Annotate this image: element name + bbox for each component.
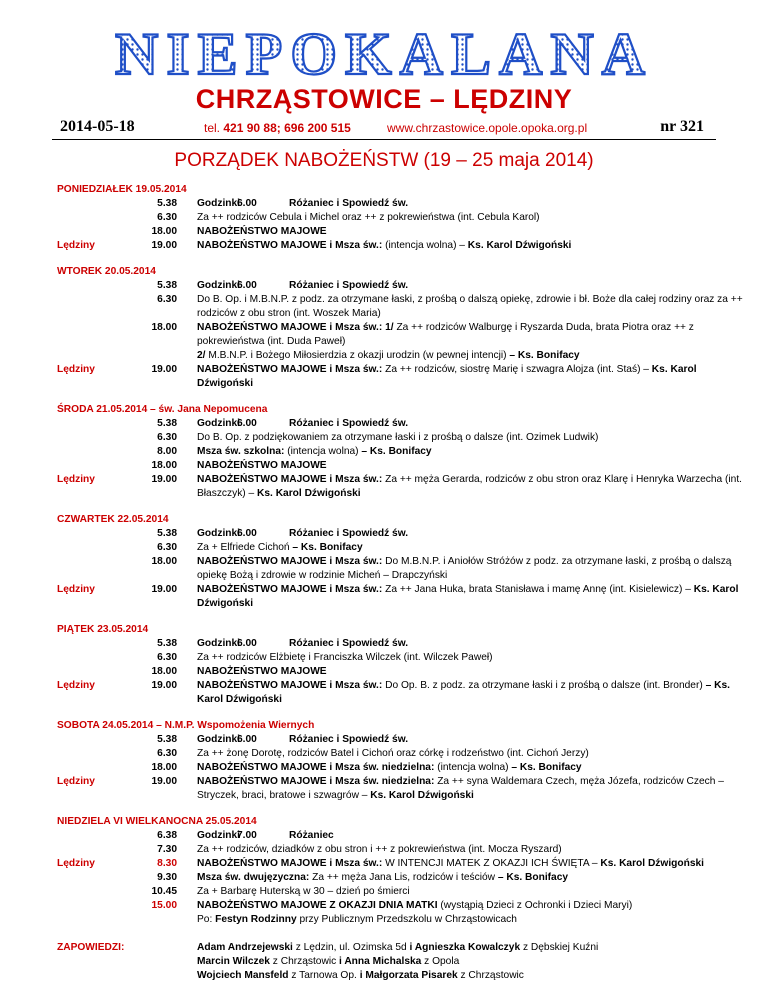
text-segment: Do M.B.N.P. i Aniołów Stróżów z podz. za otrzymane łaski, z prośbą o dalszą opiekę Bożą i zdrowie w rodzinie Micheń – Drapczyński bbox=[197, 556, 732, 581]
text-segment: Za ++ męża Jana Lis, rodziców i teściów bbox=[309, 872, 498, 883]
schedule-row bbox=[57, 775, 747, 803]
text-segment: Marcin Wilczek bbox=[197, 956, 270, 967]
row-description bbox=[197, 747, 747, 761]
row-time: 19.00 bbox=[151, 240, 177, 251]
row-time: 19.00 bbox=[151, 776, 177, 787]
row-description bbox=[197, 885, 747, 899]
row-location bbox=[57, 761, 117, 775]
text-segment: NABOŻEŃSTWO MAJOWE i Msza św.: 1/ bbox=[197, 322, 394, 333]
row-location bbox=[57, 431, 117, 445]
row-description bbox=[197, 761, 747, 775]
text-segment: z Tarnowa Op. bbox=[288, 970, 360, 981]
schedule bbox=[57, 183, 747, 983]
text-segment: Do B. Op. i M.B.N.P. z podz. za otrzymane łaski, z prośbą o dalszą opiekę, zdrowie i bł. Boże dla całej rodziny oraz za ++ rodziców z obu stron (int. Woszek Maria) bbox=[197, 294, 743, 319]
text-segment: Za + Elfriede Cichoń bbox=[197, 542, 293, 553]
website-link[interactable]: www.chrzastowice.opole.opoka.org.pl bbox=[387, 121, 588, 135]
row-time: 5.38 bbox=[157, 734, 177, 745]
text-segment: i Anna Michalska bbox=[339, 956, 422, 967]
text-segment: Za ++ rodziców, siostrę Marię i szwagra Alojza (int. Staś) – bbox=[382, 364, 652, 375]
row-time: 18.00 bbox=[151, 762, 177, 773]
row-location bbox=[57, 527, 117, 541]
schedule-row bbox=[57, 349, 747, 363]
text-segment: Ks. Karol Dźwigoński bbox=[467, 240, 572, 251]
text-segment: z Opola bbox=[421, 956, 460, 967]
row-description bbox=[197, 679, 747, 707]
row-location: Lędziny bbox=[57, 364, 95, 375]
row-time: 19.00 bbox=[151, 584, 177, 595]
text-segment: i Agnieszka Kowalczyk bbox=[409, 942, 521, 953]
row-description bbox=[197, 363, 747, 391]
text-segment: Za ++ rodziców Walburgę i Ryszarda Duda, brata Piotra oraz ++ z pokrewieństwa (int. Duda Paweł) bbox=[197, 322, 694, 347]
text-segment: 6.00 bbox=[237, 418, 257, 429]
text-segment: Godzinki bbox=[197, 418, 241, 429]
row-location bbox=[57, 843, 117, 857]
schedule-row bbox=[57, 857, 747, 871]
schedule-row bbox=[57, 211, 747, 225]
schedule-row bbox=[57, 541, 747, 555]
row-location bbox=[57, 733, 117, 747]
row-location: Lędziny bbox=[57, 240, 95, 251]
row-time: 18.00 bbox=[151, 322, 177, 333]
text-segment: 6.00 bbox=[237, 198, 257, 209]
text-segment: 6.00 bbox=[237, 280, 257, 291]
text-segment: Godzinki bbox=[197, 830, 241, 841]
text-segment: Za ++ żonę Dorotę, rodziców Batel i Cichoń oraz córkę i rodzeństwo (int. Cichoń Jerzy) bbox=[197, 748, 589, 759]
row-location: Lędziny bbox=[57, 776, 95, 787]
text-segment: Ks. Karol Dźwigoński bbox=[197, 364, 697, 389]
row-time: 19.00 bbox=[151, 680, 177, 691]
row-time: 6.30 bbox=[157, 652, 177, 663]
row-location bbox=[57, 445, 117, 459]
text-segment: Godzinki bbox=[197, 638, 241, 649]
schedule-row bbox=[57, 555, 747, 583]
text-segment: Ks. Karol Dźwigoński bbox=[370, 790, 474, 801]
text-segment: M.B.N.P. i Bożego Miłosierdzia z okazji urodzin (w pewnej intencji) bbox=[205, 350, 510, 361]
text-segment: 6.00 bbox=[237, 638, 257, 649]
text-segment: NABOŻEŃSTWO MAJOWE i Msza św.: bbox=[197, 364, 383, 375]
schedule-row bbox=[57, 445, 747, 459]
row-location bbox=[57, 541, 117, 555]
row-description bbox=[197, 293, 747, 321]
row-location bbox=[57, 913, 117, 927]
day-title: ŚRODA 21.05.2014 – św. Jana Nepomucena bbox=[57, 404, 268, 415]
masthead-title: NIEPOKALANA bbox=[114, 22, 654, 84]
text-segment: Godzinki bbox=[197, 280, 241, 291]
day-section bbox=[57, 513, 747, 611]
text-segment: NABOŻEŃSTWO MAJOWE i Msza św.: bbox=[197, 680, 383, 691]
row-location bbox=[57, 899, 117, 913]
masthead-logo bbox=[0, 22, 768, 84]
announcement-line bbox=[197, 955, 747, 969]
announcements-list bbox=[197, 941, 747, 983]
text-segment: Do B. Op. z podziękowaniem za otrzymane łaski i z prośbą o dalsze (int. Ozimek Ludwik) bbox=[197, 432, 599, 443]
day-section bbox=[57, 815, 747, 927]
row-description bbox=[197, 239, 747, 253]
row-description bbox=[197, 211, 747, 225]
text-segment: Różaniec i Spowiedź św. bbox=[289, 528, 409, 539]
row-time bbox=[117, 913, 177, 927]
row-location bbox=[57, 885, 117, 899]
text-segment: Różaniec i Spowiedź św. bbox=[289, 418, 409, 429]
schedule-row bbox=[57, 665, 747, 679]
text-segment: Wojciech Mansfeld bbox=[197, 970, 289, 981]
text-segment: NABOŻEŃSTWO MAJOWE i Msza św. niedzielna: bbox=[197, 776, 435, 787]
row-time: 7.30 bbox=[157, 844, 177, 855]
row-description bbox=[197, 459, 747, 473]
schedule-row bbox=[57, 913, 747, 927]
text-segment: NABOŻEŃSTWO MAJOWE bbox=[197, 460, 327, 471]
row-time: 6.30 bbox=[157, 212, 177, 223]
schedule-row bbox=[57, 761, 747, 775]
text-segment: z Lędzin, ul. Ozimska 5d bbox=[292, 942, 410, 953]
row-location bbox=[57, 829, 117, 843]
row-description bbox=[197, 913, 747, 927]
row-location bbox=[57, 349, 117, 363]
day-section bbox=[57, 719, 747, 803]
row-location bbox=[57, 555, 117, 583]
schedule-row bbox=[57, 679, 747, 707]
row-location bbox=[57, 665, 117, 679]
text-segment: przy Publicznym Przedszkolu w Chrząstowicach bbox=[296, 914, 517, 925]
row-location bbox=[57, 225, 117, 239]
text-segment: Godzinki bbox=[197, 734, 241, 745]
row-description bbox=[197, 321, 747, 349]
row-time: 19.00 bbox=[151, 364, 177, 375]
text-segment: NABOŻEŃSTWO MAJOWE i Msza św.: bbox=[197, 584, 383, 595]
text-segment: Różaniec i Spowiedź św. bbox=[289, 198, 409, 209]
tel-label: tel. bbox=[204, 121, 221, 135]
issue-date: 2014-05-18 bbox=[60, 118, 135, 135]
announcement-line bbox=[197, 969, 747, 983]
schedule-row bbox=[57, 431, 747, 445]
text-segment: – Ks. Karol Dźwigoński bbox=[197, 680, 730, 705]
text-segment: 6.00 bbox=[237, 734, 257, 745]
row-time bbox=[117, 349, 177, 363]
text-segment: Różaniec i Spowiedź św. bbox=[289, 734, 409, 745]
text-segment: NABOŻEŃSTWO MAJOWE i Msza św.: bbox=[197, 240, 383, 251]
row-location bbox=[57, 279, 117, 293]
row-time: 18.00 bbox=[151, 666, 177, 677]
schedule-row bbox=[57, 885, 747, 899]
row-location bbox=[57, 197, 117, 211]
schedule-row bbox=[57, 637, 747, 651]
day-title: SOBOTA 24.05.2014 – N.M.P. Wspomożenia Wiernych bbox=[57, 720, 315, 731]
row-description bbox=[197, 527, 747, 541]
info-bar bbox=[52, 118, 716, 138]
text-segment: Różaniec bbox=[289, 830, 334, 841]
parish-name: CHRZĄSTOWICE – LĘDZINY bbox=[195, 84, 573, 114]
schedule-row bbox=[57, 459, 747, 473]
row-description bbox=[197, 431, 747, 445]
row-time: 8.30 bbox=[157, 858, 177, 869]
announcements-label: ZAPOWIEDZI: bbox=[57, 942, 125, 953]
schedule-row bbox=[57, 417, 747, 431]
schedule-row bbox=[57, 843, 747, 857]
schedule-row bbox=[57, 225, 747, 239]
row-location bbox=[57, 293, 117, 321]
row-location bbox=[57, 747, 117, 761]
row-time: 15.00 bbox=[151, 900, 177, 911]
text-segment: Do Op. B. z podz. za otrzymane łaski i z prośbą o dalsze (int. Bronder) bbox=[382, 680, 706, 691]
row-time: 5.38 bbox=[157, 280, 177, 291]
announcements bbox=[57, 941, 747, 983]
row-time: 6.38 bbox=[157, 830, 177, 841]
text-segment: Za ++ męża Gerarda, rodziców z obu stron oraz Klarę i Henryka Warzecha (int. Błaszczyk) – bbox=[197, 474, 743, 499]
row-description bbox=[197, 225, 747, 239]
text-segment: (wystąpią Dzieci z Ochronki i Dzieci Maryi) bbox=[437, 900, 633, 911]
row-time: 8.00 bbox=[157, 446, 177, 457]
row-location bbox=[57, 417, 117, 431]
phone-2: 696 200 515 bbox=[284, 121, 351, 135]
schedule-row bbox=[57, 747, 747, 761]
row-location: Lędziny bbox=[57, 584, 95, 595]
row-description bbox=[197, 775, 747, 803]
day-section bbox=[57, 183, 747, 253]
issue-number: nr 321 bbox=[660, 118, 704, 135]
text-segment: NABOŻEŃSTWO MAJOWE i Msza św.: bbox=[197, 858, 383, 869]
row-time: 9.30 bbox=[157, 872, 177, 883]
schedule-row bbox=[57, 527, 747, 541]
row-description bbox=[197, 665, 747, 679]
day-section bbox=[57, 265, 747, 391]
schedule-row bbox=[57, 293, 747, 321]
text-segment: Godzinki bbox=[197, 528, 241, 539]
text-segment: Msza św. dwujęzyczna: bbox=[197, 872, 310, 883]
row-description bbox=[197, 857, 747, 871]
day-title: NIEDZIELA VI WIELKANOCNA 25.05.2014 bbox=[57, 816, 257, 827]
text-segment: Adam Andrzejewski bbox=[197, 942, 293, 953]
text-segment: NABOŻEŃSTWO MAJOWE i Msza św. niedzielna: bbox=[197, 762, 435, 773]
row-location: Lędziny bbox=[57, 858, 95, 869]
schedule-row bbox=[57, 363, 747, 391]
row-description bbox=[197, 829, 747, 843]
row-description bbox=[197, 445, 747, 459]
row-time: 5.38 bbox=[157, 528, 177, 539]
text-segment: Za ++ rodziców Cebula i Michel oraz ++ z pokrewieństwa (int. Cebula Karol) bbox=[197, 212, 540, 223]
text-segment: 7.00 bbox=[237, 830, 257, 841]
row-location: Lędziny bbox=[57, 680, 95, 691]
text-segment: z Chrząstowic bbox=[269, 956, 340, 967]
row-time: 6.30 bbox=[157, 432, 177, 443]
row-time: 10.45 bbox=[151, 886, 177, 897]
row-time: 6.30 bbox=[157, 542, 177, 553]
schedule-row bbox=[57, 583, 747, 611]
page-title: PORZĄDEK NABOŻEŃSTW (19 – 25 maja 2014) bbox=[174, 150, 594, 171]
text-segment: Za ++ syna Waldemara Czech, męża Józefa, rodziców Czech – Stryczek, braci, bratowe i szwagrów – bbox=[197, 776, 724, 801]
row-description bbox=[197, 279, 747, 293]
text-segment: NABOŻEŃSTWO MAJOWE bbox=[197, 226, 327, 237]
text-segment: NABOŻEŃSTWO MAJOWE bbox=[197, 666, 327, 677]
day-title: WTOREK 20.05.2014 bbox=[57, 266, 156, 277]
text-segment: z Chrząstowic bbox=[457, 970, 524, 981]
schedule-row bbox=[57, 871, 747, 885]
text-segment: – Ks. Bonifacy bbox=[292, 542, 363, 553]
row-location bbox=[57, 637, 117, 651]
text-segment: Ks. Karol Dźwigoński bbox=[600, 858, 704, 869]
text-segment: 2/ bbox=[197, 350, 206, 361]
row-description bbox=[197, 197, 747, 211]
row-location bbox=[57, 211, 117, 225]
row-time: 18.00 bbox=[151, 226, 177, 237]
text-segment: Za + Barbarę Huterską w 30 – dzień po śmierci bbox=[197, 886, 410, 897]
text-segment: Ks. Karol Dźwigoński bbox=[197, 584, 739, 609]
text-segment: NABOŻEŃSTWO MAJOWE i Msza św.: bbox=[197, 556, 383, 567]
row-location bbox=[57, 651, 117, 665]
schedule-row bbox=[57, 829, 747, 843]
schedule-row bbox=[57, 321, 747, 349]
text-segment: Ks. Karol Dźwigoński bbox=[257, 488, 361, 499]
day-title: PIĄTEK 23.05.2014 bbox=[57, 624, 149, 635]
schedule-row bbox=[57, 651, 747, 665]
row-description bbox=[197, 583, 747, 611]
row-location bbox=[57, 871, 117, 885]
row-description bbox=[197, 555, 747, 583]
text-segment: Za ++ rodziców, dziadków z obu stron i ++ z pokrewieństwa (int. Mocza Ryszard) bbox=[197, 844, 562, 855]
text-segment: 6.00 bbox=[237, 528, 257, 539]
row-description bbox=[197, 349, 747, 363]
text-segment: NABOŻEŃSTWO MAJOWE i Msza św.: bbox=[197, 474, 383, 485]
row-time: 5.38 bbox=[157, 198, 177, 209]
row-description bbox=[197, 651, 747, 665]
row-time: 6.30 bbox=[157, 294, 177, 305]
day-section bbox=[57, 403, 747, 501]
day-section bbox=[57, 623, 747, 707]
row-time: 19.00 bbox=[151, 474, 177, 485]
row-description bbox=[197, 871, 747, 885]
text-segment: (intencja wolna) bbox=[284, 446, 362, 457]
row-location bbox=[57, 459, 117, 473]
text-segment: i Małgorzata Pisarek bbox=[359, 970, 458, 981]
row-time: 6.30 bbox=[157, 748, 177, 759]
schedule-row bbox=[57, 279, 747, 293]
schedule-row bbox=[57, 239, 747, 253]
text-segment: Godzinki bbox=[197, 198, 241, 209]
phone-1: 421 90 88; bbox=[223, 121, 281, 135]
day-title: PONIEDZIAŁEK 19.05.2014 bbox=[57, 184, 187, 195]
row-description bbox=[197, 637, 747, 651]
header-divider bbox=[52, 139, 716, 140]
text-segment: Po: bbox=[197, 914, 216, 925]
row-location bbox=[57, 321, 117, 349]
schedule-row bbox=[57, 899, 747, 913]
row-time: 5.38 bbox=[157, 418, 177, 429]
schedule-row bbox=[57, 197, 747, 211]
text-segment: W INTENCJI MATEK Z OKAZJI ICH ŚWIĘTA – bbox=[382, 858, 601, 869]
text-segment: z Dębskiej Kuźni bbox=[520, 942, 599, 953]
day-title: CZWARTEK 22.05.2014 bbox=[57, 514, 169, 525]
text-segment: – Ks. Bonifacy bbox=[361, 446, 432, 457]
text-segment: – Ks. Bonifacy bbox=[511, 762, 582, 773]
row-time: 18.00 bbox=[151, 460, 177, 471]
text-segment: Różaniec i Spowiedź św. bbox=[289, 638, 409, 649]
text-segment: Za ++ rodziców Elżbietę i Franciszka Wilczek (int. Wilczek Paweł) bbox=[197, 652, 493, 663]
row-description bbox=[197, 733, 747, 747]
text-segment: – Ks. Bonifacy bbox=[497, 872, 569, 883]
row-description bbox=[197, 417, 747, 431]
text-segment: NABOŻEŃSTWO MAJOWE Z OKAZJI DNIA MATKI bbox=[197, 900, 438, 911]
announcement-line bbox=[197, 941, 747, 955]
text-segment: Festyn Rodzinny bbox=[215, 914, 297, 925]
text-segment: (intencja wolna) bbox=[434, 762, 512, 773]
row-description bbox=[197, 899, 747, 913]
text-segment: Różaniec i Spowiedź św. bbox=[289, 280, 409, 291]
text-segment: Za ++ Jana Huka, brata Stanisława i mamę Annę (int. Kisielewicz) – bbox=[382, 584, 694, 595]
text-segment: – Ks. Bonifacy bbox=[509, 350, 580, 361]
schedule-row bbox=[57, 473, 747, 501]
schedule-row bbox=[57, 733, 747, 747]
row-time: 18.00 bbox=[151, 556, 177, 567]
row-location: Lędziny bbox=[57, 474, 95, 485]
row-description bbox=[197, 473, 747, 501]
text-segment: Msza św. szkolna: bbox=[197, 446, 285, 457]
row-time: 5.38 bbox=[157, 638, 177, 649]
row-description bbox=[197, 541, 747, 555]
text-segment: (intencja wolna) – bbox=[382, 240, 468, 251]
phone-numbers bbox=[204, 121, 351, 135]
row-description bbox=[197, 843, 747, 857]
